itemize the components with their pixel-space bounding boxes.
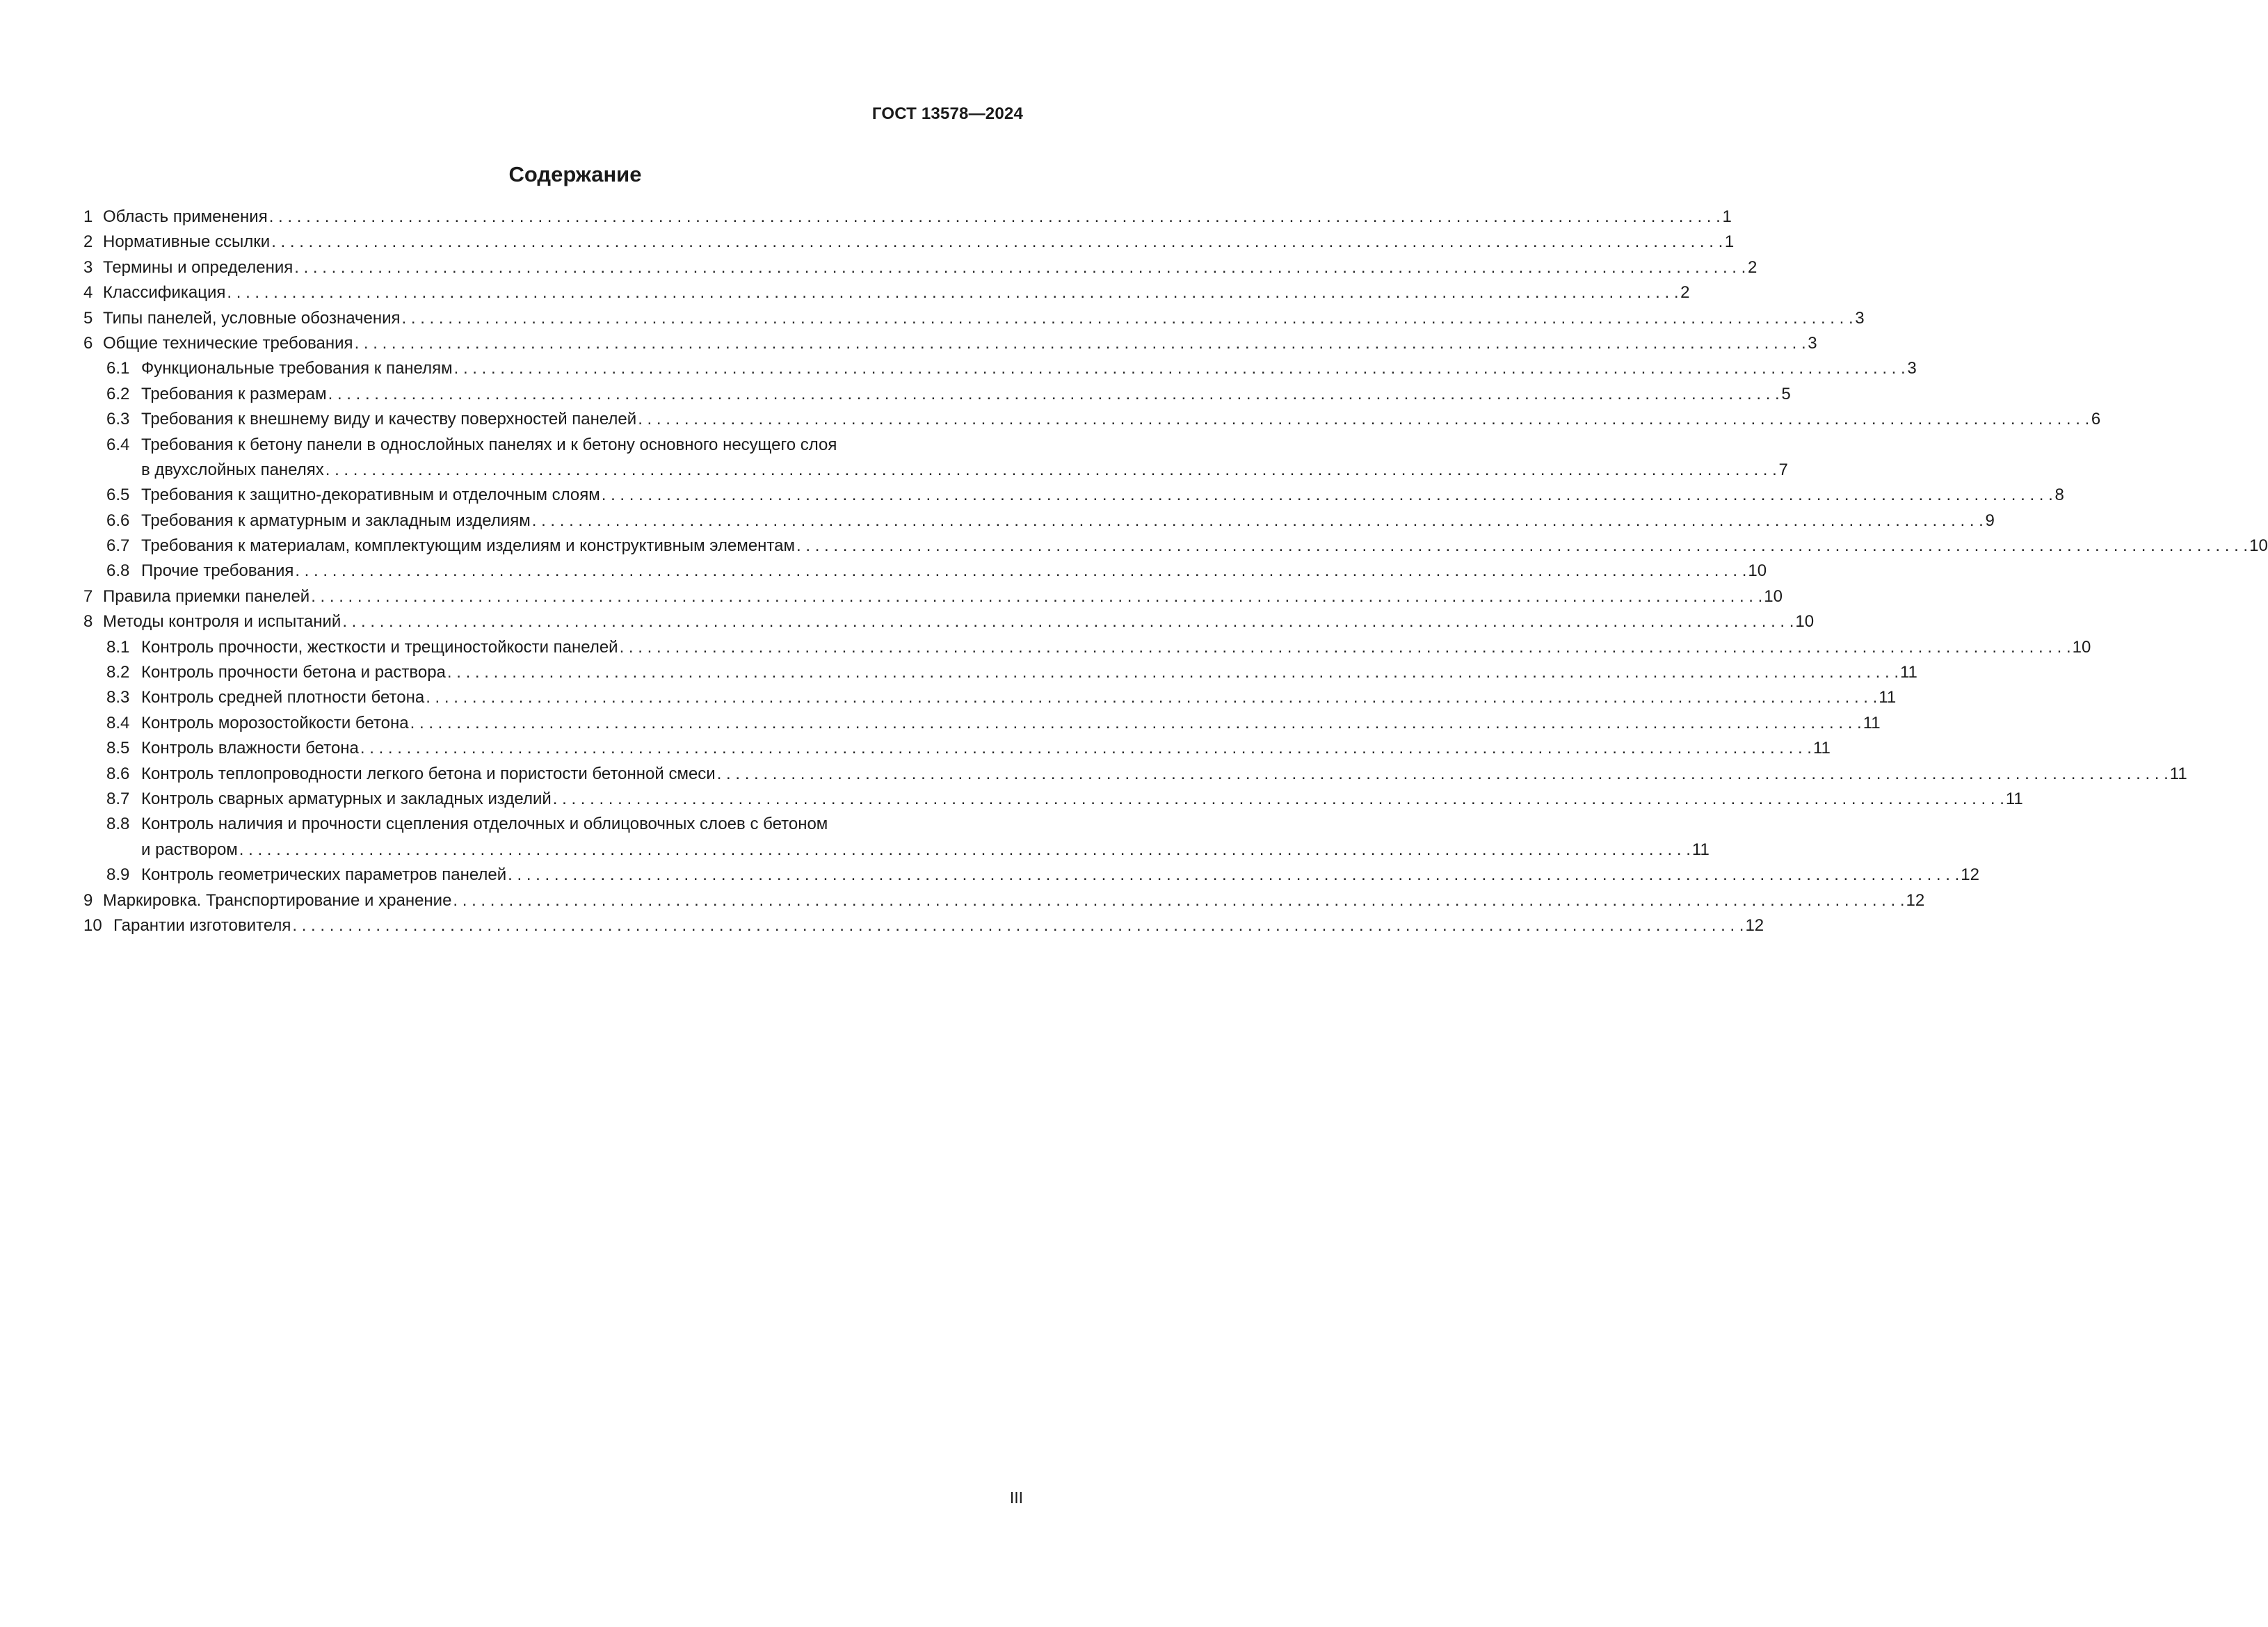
toc-entry-10[interactable]	[83, 913, 1764, 938]
toc-entry-title: Гарантии изготовителя	[113, 915, 291, 935]
toc-entry-page: 6	[2091, 410, 2101, 429]
toc-entry-6-4[interactable]	[83, 433, 1025, 458]
toc-entry-page: 2	[1680, 283, 1690, 303]
toc-entry-number: 6.5	[106, 486, 130, 505]
toc-entry-page: 12	[1906, 890, 1925, 910]
toc-entry-page: 10	[1764, 586, 1783, 606]
toc-entry-number: 5	[83, 308, 93, 328]
dot-leader	[271, 230, 1723, 255]
toc-entry-page: 3	[1855, 308, 1865, 328]
toc-entry-3[interactable]	[83, 255, 1758, 280]
toc-entry-page: 10	[1795, 612, 1815, 632]
toc-entry-title: Область применения	[103, 207, 268, 226]
toc-entry-8-8-continuation[interactable]	[83, 837, 1710, 863]
toc-entry-8-2[interactable]	[83, 660, 1917, 685]
toc-entry-number: 8.8	[106, 815, 130, 834]
toc-entry-title: Контроль прочности бетона и раствора	[141, 663, 446, 682]
toc-entry-number: 3	[83, 257, 93, 277]
toc-title: Содержание	[508, 162, 642, 186]
dot-leader	[454, 356, 1906, 381]
toc-entry-number: 1	[83, 207, 93, 226]
toc-entry-number: 10	[83, 915, 102, 935]
toc-entry-page: 11	[1863, 713, 1881, 732]
table-of-contents	[83, 205, 2268, 938]
dot-leader	[295, 559, 1746, 584]
toc-entry-page: 2	[1747, 257, 1758, 277]
toc-entry-number: 8.2	[106, 663, 130, 682]
toc-entry-2[interactable]	[83, 230, 1735, 255]
toc-entry-title: Термины и определения	[103, 257, 293, 277]
toc-entry-title: Требования к внешнему виду и качеству поверхностей панелей	[141, 410, 637, 429]
toc-entry-6[interactable]	[83, 331, 1817, 356]
toc-entry-page: 10	[1748, 561, 1767, 581]
page-number: III	[1009, 1489, 1023, 1507]
toc-entry-number: 6.1	[106, 359, 130, 378]
dot-leader	[453, 888, 1904, 913]
dot-leader	[328, 382, 1780, 407]
toc-entry-page: 7	[1778, 460, 1788, 479]
toc-entry-6-8[interactable]	[83, 559, 1767, 584]
toc-entry-number: 8.4	[106, 713, 130, 732]
toc-entry-number: 6.4	[106, 435, 130, 454]
toc-entry-page: 11	[1691, 840, 1710, 859]
toc-entry-6-1[interactable]	[83, 356, 1917, 381]
toc-entry-6-2[interactable]	[83, 382, 1791, 407]
toc-entry-title-continuation: и раствором	[141, 840, 238, 859]
dot-leader	[311, 584, 1762, 609]
toc-entry-page: 1	[1724, 232, 1735, 252]
dot-leader	[553, 787, 2004, 812]
toc-entry-title: Требования к защитно-декоративным и отделочным слоям	[141, 486, 600, 505]
toc-entry-number: 8.3	[106, 688, 130, 707]
dot-leader	[402, 306, 1853, 331]
toc-entry-number: 2	[83, 232, 93, 252]
toc-entry-number: 8	[83, 612, 93, 632]
toc-entry-page: 8	[2054, 486, 2064, 505]
dot-leader	[796, 534, 2248, 559]
toc-entry-number: 8.9	[106, 865, 130, 885]
toc-entry-6-7[interactable]	[83, 534, 2268, 559]
toc-entry-page: 11	[1879, 688, 1897, 707]
toc-entry-page: 10	[2249, 536, 2268, 556]
dot-leader	[508, 863, 1959, 888]
toc-entry-page: 11	[2169, 764, 2187, 783]
document-code: ГОСТ 13578—2024	[871, 104, 1023, 123]
toc-entry-8-4[interactable]	[83, 711, 1881, 736]
dot-leader	[410, 711, 1862, 736]
toc-entry-title: Классификация	[103, 283, 226, 303]
dot-leader	[532, 508, 1984, 534]
dot-leader	[602, 483, 2053, 508]
toc-entry-number: 6.3	[106, 410, 130, 429]
toc-entry-title: Требования к материалам, комплектующим изделиям и конструктивным элементам	[141, 536, 796, 556]
toc-entry-page: 3	[1808, 333, 1817, 353]
toc-entry-title: Прочие требования	[141, 561, 294, 581]
toc-entry-6-5[interactable]	[83, 483, 2064, 508]
toc-entry-title: Требования к размерам	[141, 384, 327, 403]
toc-entry-number: 9	[83, 890, 93, 910]
dot-leader	[638, 407, 2089, 432]
toc-entry-8-9[interactable]	[83, 863, 1979, 888]
dot-leader	[355, 331, 1806, 356]
dot-leader	[717, 762, 2169, 787]
toc-entry-number: 6.2	[106, 384, 130, 403]
toc-entry-number: 6	[83, 333, 93, 353]
toc-entry-8-7[interactable]	[83, 787, 2023, 812]
toc-entry-title: Методы контроля и испытаний	[103, 612, 341, 632]
toc-entry-page: 10	[2072, 637, 2091, 657]
toc-entry-title: Правила приемки панелей	[103, 586, 310, 606]
toc-entry-8-8[interactable]	[83, 812, 1025, 837]
toc-entry-title: Требования к арматурным и закладным изделиям	[141, 511, 531, 530]
toc-entry-7[interactable]	[83, 584, 1783, 609]
toc-entry-number: 6.6	[106, 511, 130, 530]
toc-entry-title: Контроль прочности, жесткости и трещиностойкости панелей	[141, 637, 618, 657]
dot-leader	[325, 458, 1777, 483]
toc-entry-8-1[interactable]	[83, 635, 2091, 660]
toc-entry-number: 7	[83, 586, 93, 606]
toc-entry-1[interactable]	[83, 205, 1732, 230]
toc-entry-8-6[interactable]	[83, 762, 2187, 787]
toc-entry-title: Общие технические требования	[103, 333, 353, 353]
toc-entry-title-continuation: в двухслойных панелях	[141, 460, 324, 479]
toc-entry-number: 8.5	[106, 739, 130, 758]
toc-entry-title: Контроль наличия и прочности сцепления отделочных и облицовочных слоев с бетоном	[141, 815, 828, 834]
dot-leader	[426, 685, 1877, 710]
toc-entry-5[interactable]	[83, 306, 1865, 331]
toc-entry-title: Нормативные ссылки	[103, 232, 271, 252]
toc-entry-title: Контроль морозостойкости бетона	[141, 713, 409, 732]
dot-leader	[447, 660, 1899, 685]
toc-entry-8[interactable]	[83, 609, 1815, 634]
dot-leader	[360, 736, 1812, 761]
toc-entry-number: 4	[83, 283, 93, 303]
toc-entry-page: 12	[1961, 865, 1979, 885]
toc-entry-number: 8.1	[106, 637, 130, 657]
toc-entry-8-5[interactable]	[83, 736, 1831, 761]
dot-leader	[227, 280, 1678, 305]
dot-leader	[620, 635, 2071, 660]
toc-entry-title: Контроль влажности бетона	[141, 739, 359, 758]
toc-entry-page: 11	[1812, 739, 1831, 758]
toc-entry-4[interactable]	[83, 280, 1690, 305]
toc-entry-title: Типы панелей, условные обозначения	[103, 308, 401, 328]
toc-entry-title: Контроль средней плотности бетона	[141, 688, 425, 707]
dot-leader	[269, 205, 1721, 230]
toc-entry-number: 8.6	[106, 764, 130, 783]
toc-entry-title: Маркировка. Транспортирование и хранение	[103, 890, 452, 910]
toc-entry-6-6[interactable]	[83, 508, 1995, 534]
toc-entry-title: Контроль теплопроводности легкого бетона и пористости бетонной смеси	[141, 764, 716, 783]
toc-entry-title: Контроль сварных арматурных и закладных изделий	[141, 789, 552, 808]
dot-leader	[294, 255, 1746, 280]
dot-leader	[292, 913, 1744, 938]
toc-entry-title: Требования к бетону панели в однослойных панелях и к бетону основного несущего слоя	[141, 435, 837, 454]
toc-entry-page: 1	[1722, 207, 1732, 226]
toc-entry-page: 12	[1745, 915, 1764, 935]
dot-leader	[342, 609, 1794, 634]
toc-entry-9[interactable]	[83, 888, 1925, 913]
toc-entry-title: Функциональные требования к панелям	[141, 359, 453, 378]
toc-entry-title: Контроль геометрических параметров панелей	[141, 865, 507, 885]
toc-entry-page: 5	[1781, 384, 1791, 403]
toc-entry-number: 6.8	[106, 561, 130, 581]
toc-entry-number: 6.7	[106, 536, 130, 556]
toc-entry-number: 8.7	[106, 789, 130, 808]
toc-entry-page: 11	[1899, 663, 1917, 682]
dot-leader	[239, 837, 1691, 863]
toc-entry-page: 9	[1985, 511, 1995, 530]
toc-entry-6-3[interactable]	[83, 407, 2101, 432]
toc-entry-6-4-continuation[interactable]	[83, 458, 1788, 483]
toc-entry-page: 3	[1907, 359, 1917, 378]
toc-entry-page: 11	[2005, 789, 2023, 808]
toc-entry-8-3[interactable]	[83, 685, 1897, 710]
